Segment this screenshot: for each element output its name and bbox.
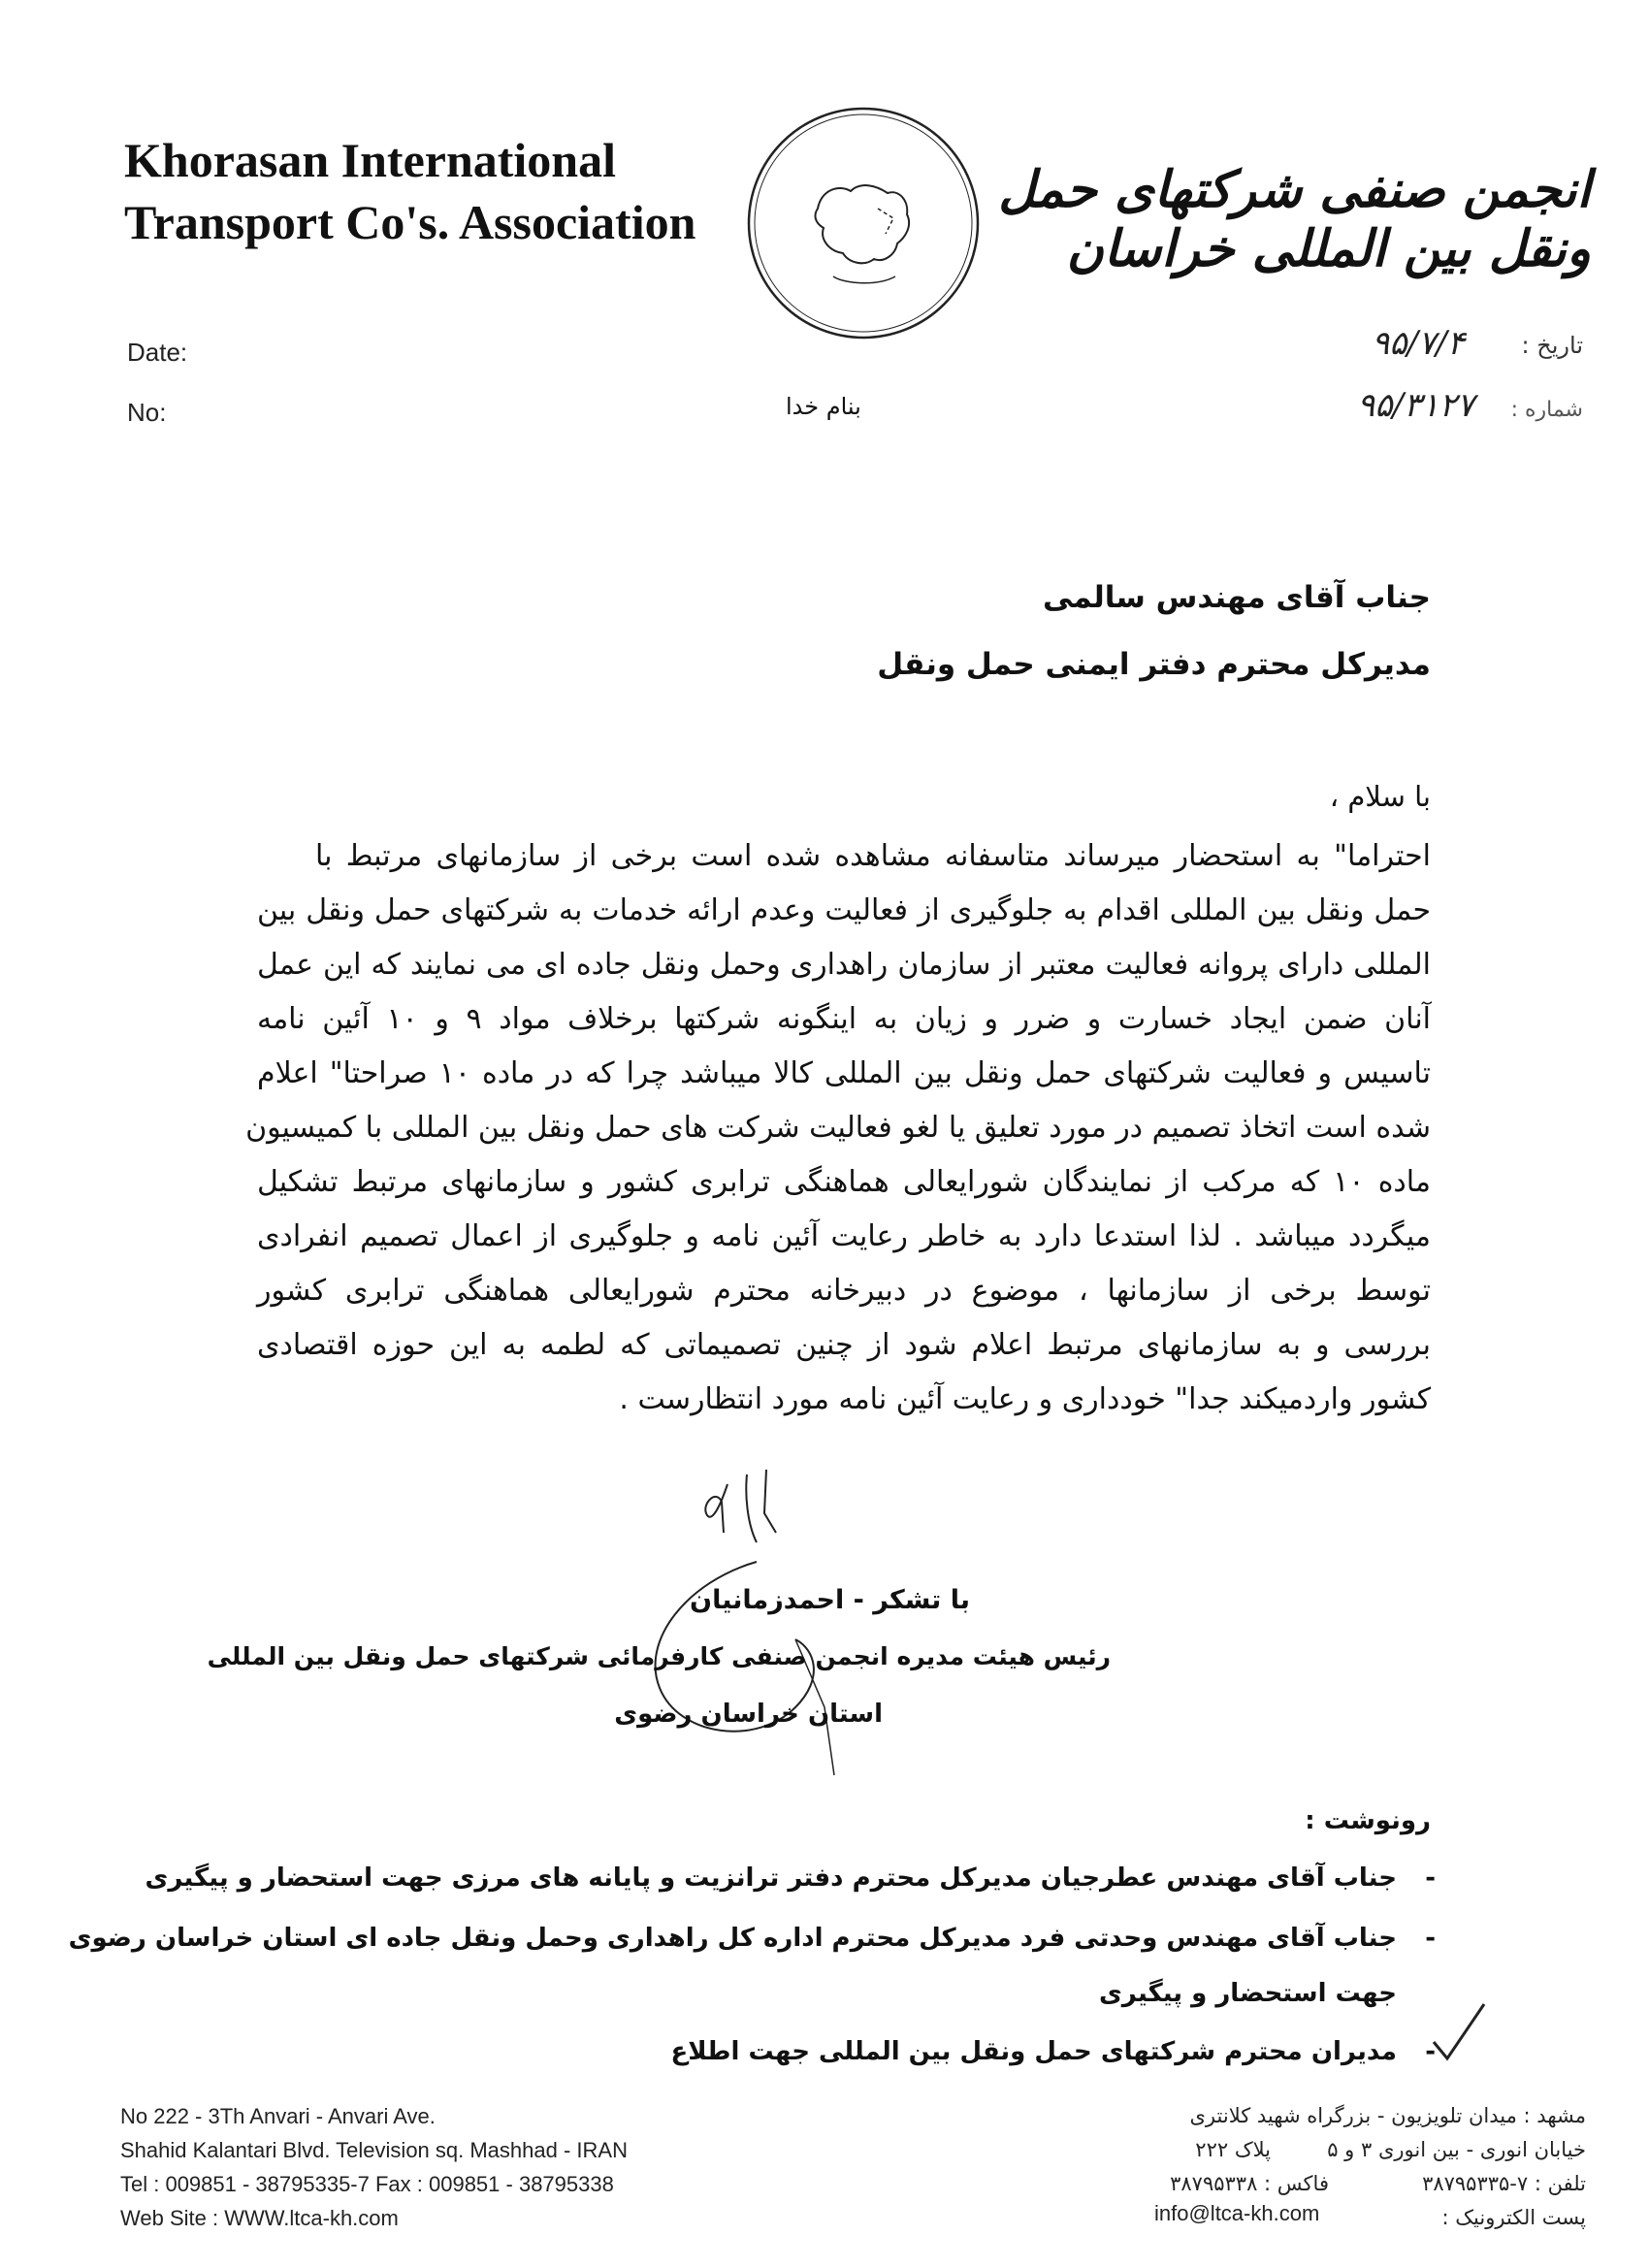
number-value: ۹۵/۳۱۲۷ xyxy=(1356,386,1474,425)
signature-name: با تشکر - احمدزمانیان xyxy=(690,1585,970,1615)
cc-item: جناب آقای مهندس عطرجیان مدیرکل محترم دفتر ترانزیت و پایانه های مرزی جهت استحضار و پیگیری xyxy=(145,1863,1397,1893)
footer-fa-address2: خیابان انوری - بین انوری ۳ و ۵ xyxy=(1327,2138,1586,2161)
body-line: آنان ضمن ایجاد خسارت و ضرر و زیان به اینگونه شرکتها برخلاف مواد ۹ و ۱۰ آئین نامه xyxy=(257,1002,1432,1036)
cc-item: جناب آقای مهندس وحدتی فرد مدیرکل محترم اداره کل راهداری وحمل ونقل جاده ای استان خراسان رضوی xyxy=(68,1924,1397,1953)
signature-province: استان خراسان رضوی xyxy=(614,1700,883,1729)
cc-item-continued: جهت استحضار و پیگیری xyxy=(1098,1979,1397,2008)
body-line: تاسیس و فعالیت شرکتهای حمل ونقل بین المللی کالا میباشد چرا که در ماده ۱۰ صراحتا" اعلام xyxy=(257,1056,1431,1090)
footer-address-line1: No 222 - 3Th Anvari - Anvari Ave. xyxy=(120,2104,436,2128)
cc-bullet: - xyxy=(1425,1924,1436,1953)
body-line: حمل ونقل بین المللی اقدام به جلوگیری از فعالیت وعدم ارائه خدمات به شرکتهای حمل ونقل بین xyxy=(257,893,1431,927)
body-line: المللی دارای پروانه فعالیت معتبر از سازمان راهداری وحمل ونقل جاده ای می نمایند که این عمل xyxy=(257,948,1431,982)
cc-bullet: - xyxy=(1425,1863,1436,1893)
recipient-line2: مدیرکل محترم دفتر ایمنی حمل ونقل xyxy=(877,647,1431,682)
cc-item: مدیران محترم شرکتهای حمل ونقل بین المللی جهت اطلاع xyxy=(670,2037,1397,2066)
body-line: بررسی و به سازمانهای مرتبط اعلام شود از چنین تصمیماتی که لطمه به این حوزه اقتصادی xyxy=(257,1328,1431,1362)
footer-fa-email-label: پست الکترونیک : xyxy=(1441,2206,1586,2229)
signature-title: رئیس هیئت مدیره انجمن صنفی کارفرمائی شرکتهای حمل ونقل بین المللی xyxy=(207,1642,1111,1670)
cc-bullet: - xyxy=(1425,2037,1436,2066)
association-seal xyxy=(732,92,994,354)
body-line: ماده ۱۰ که مرکب از نمایندگان شورایعالی هماهنگی ترابری کشور و سازمانهای مرتبط تشکیل xyxy=(257,1165,1431,1199)
footer-fa-tel: تلفن : ۷-۳۸۷۹۵۳۳۵ xyxy=(1422,2172,1586,2195)
number-label-fa: شماره : xyxy=(1510,398,1583,422)
footer-fa-plaque: پلاک ۲۲۲ xyxy=(1195,2138,1271,2161)
checkmark-icon xyxy=(1426,1998,1494,2066)
footer-phone-fax: Tel : 009851 - 38795335-7 Fax : 009851 - 38795338 xyxy=(120,2172,614,2196)
handwritten-signature xyxy=(601,1455,892,1804)
cc-title: رونوشت : xyxy=(1305,1806,1431,1835)
number-label: No: xyxy=(127,398,167,427)
body-line: شده است اتخاذ تصمیم در مورد تعلیق یا لغو فعالیت شرکت های حمل ونقل بین المللی با کمیسیون xyxy=(245,1111,1431,1145)
seal-graphic xyxy=(732,92,994,354)
body-line: احتراما" به استحضار میرساند متاسفانه مشاهده شده است برخی از سازمانهای مرتبط با xyxy=(315,839,1431,873)
date-label-fa: تاریخ : xyxy=(1521,332,1583,359)
footer-email[interactable]: info@ltca-kh.com xyxy=(1154,2201,1320,2225)
org-name-en-line2: Transport Co's. Association xyxy=(124,195,696,249)
greeting: با سلام ، xyxy=(1329,780,1431,813)
body-line: کشور واردمیکند جدا" خودداری و رعایت آئین نامه مورد انتظارست . xyxy=(619,1382,1431,1416)
body-line: توسط برخی از سازمانها ، موضوع در دبیرخانه محترم شورایعالی هماهنگی ترابری کشور xyxy=(257,1274,1431,1308)
recipient-line1: جناب آقای مهندس سالمی xyxy=(1042,580,1431,615)
basmala: بنام خدا xyxy=(786,393,861,420)
date-value: ۹۵/۷/۴ xyxy=(1372,324,1465,363)
org-name-en-line1: Khorasan International xyxy=(124,133,617,187)
footer-fa-fax: فاکس : ۳۸۷۹۵۳۳۸ xyxy=(1170,2172,1329,2195)
date-label: Date: xyxy=(127,338,188,367)
body-line: میگردد میباشد . لذا استدعا دارد به خاطر رعایت آئین نامه و جلوگیری از اعمال تصمیم انفرادی xyxy=(257,1219,1431,1253)
footer-fa-address1: مشهد : میدان تلویزیون - بزرگراه شهید کلانتری xyxy=(1189,2104,1586,2127)
footer-website: Web Site : WWW.ltca-kh.com xyxy=(120,2206,399,2230)
org-name-fa: انجمن صنفی شرکتهای حمل ونقل بین المللی خراسان xyxy=(998,160,1591,278)
footer-address-line2: Shahid Kalantari Blvd. Television sq. Mashhad - IRAN xyxy=(120,2138,628,2162)
